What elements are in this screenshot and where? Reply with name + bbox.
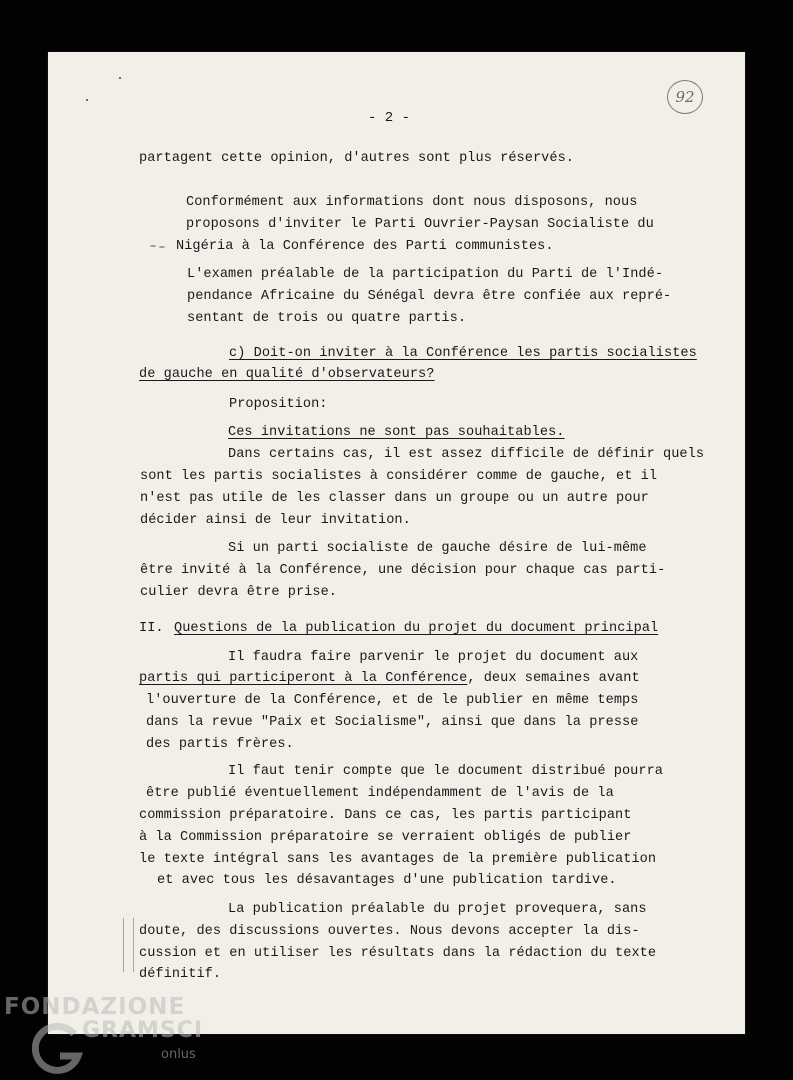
watermark-line-3: onlus: [161, 1047, 196, 1062]
section-c-heading-cont: de gauche en qualité d'observateurs?: [139, 367, 435, 382]
text-line: être invité à la Conférence, une décision pour chaque cas parti-: [140, 563, 666, 578]
text-line: [139, 670, 640, 688]
section-c-heading: c) Doit-on inviter à la Conférence les partis socialistes: [229, 346, 697, 361]
text-line: définitif.: [139, 967, 222, 982]
text-line: L'examen préalable de la participation du Parti de l'Indé-: [187, 267, 664, 282]
text-line: Il faut tenir compte que le document distribué pourra: [228, 764, 664, 779]
text-fragment: , deux semaines avant: [467, 671, 640, 686]
paper-speck: [119, 77, 121, 79]
text-line: pendance Africaine du Sénégal devra être confiée aux repré-: [187, 289, 672, 304]
watermark-line-1: FONDAZIONE: [4, 994, 186, 1020]
margin-pencil-mark: [123, 918, 134, 972]
proposition-text: Ces invitations ne sont pas souhaitables.: [228, 425, 565, 440]
text-line: être publié éventuellement indépendamment de l'avis de la: [146, 786, 614, 801]
text-line: Dans certains cas, il est assez difficile de définir quels: [228, 447, 705, 462]
text-line: sentant de trois ou quatre partis.: [187, 311, 467, 326]
text-line: Nigéria à la Conférence des Parti communistes.: [176, 239, 554, 254]
section-ii-number: II.: [139, 621, 164, 636]
text-line: Conformément aux informations dont nous disposons, nous: [186, 195, 638, 210]
text-line: La publication préalable du projet provequera, sans: [228, 902, 647, 917]
text-line: cussion et en utiliser les résultats dans la rédaction du texte: [139, 946, 657, 961]
paper-speck: [86, 99, 88, 101]
text-line: sont les partis socialistes à considérer comme de gauche, et il: [140, 469, 658, 484]
folio-number-circled: 92: [667, 80, 703, 114]
text-line: culier devra être prise.: [140, 585, 337, 600]
text-line: décider ainsi de leur invitation.: [140, 513, 411, 528]
text-line: doute, des discussions ouvertes. Nous devons accepter la dis-: [139, 924, 640, 939]
proposition-label: Proposition:: [229, 397, 328, 412]
watermark-logo-icon: [30, 1020, 88, 1076]
text-line: proposons d'inviter le Parti Ouvrier-Paysan Socialiste du: [186, 217, 654, 232]
text-line: des partis frères.: [146, 737, 294, 752]
text-line: l'ouverture de la Conférence, et de le publier en même temps: [146, 693, 639, 708]
text-line: n'est pas utile de les classer dans un groupe ou un autre pour: [140, 491, 649, 506]
section-ii-heading: Questions de la publication du projet du document principal: [174, 621, 659, 636]
paper-speck: [150, 245, 156, 247]
text-line: commission préparatoire. Dans ce cas, les partis participant: [139, 808, 632, 823]
text-line: partagent cette opinion, d'autres sont plus réservés.: [139, 151, 575, 166]
text-line: dans la revue "Paix et Socialisme", ainsi que dans la presse: [146, 715, 639, 730]
page-number: - 2 -: [368, 110, 411, 126]
text-line: le texte intégral sans les avantages de la première publication: [139, 852, 657, 867]
text-line: Il faudra faire parvenir le projet du document aux: [228, 650, 639, 665]
text-line: Si un parti socialiste de gauche désire de lui-même: [228, 541, 647, 556]
paper-speck: [159, 246, 165, 248]
text-line: à la Commission préparatoire se verraient obligés de publier: [139, 830, 632, 845]
watermark-line-2: GRAMSCI: [82, 1018, 204, 1043]
underlined-phrase: partis qui participeront à la Conférence: [139, 671, 468, 686]
text-line: et avec tous les désavantages d'une publication tardive.: [157, 873, 617, 888]
